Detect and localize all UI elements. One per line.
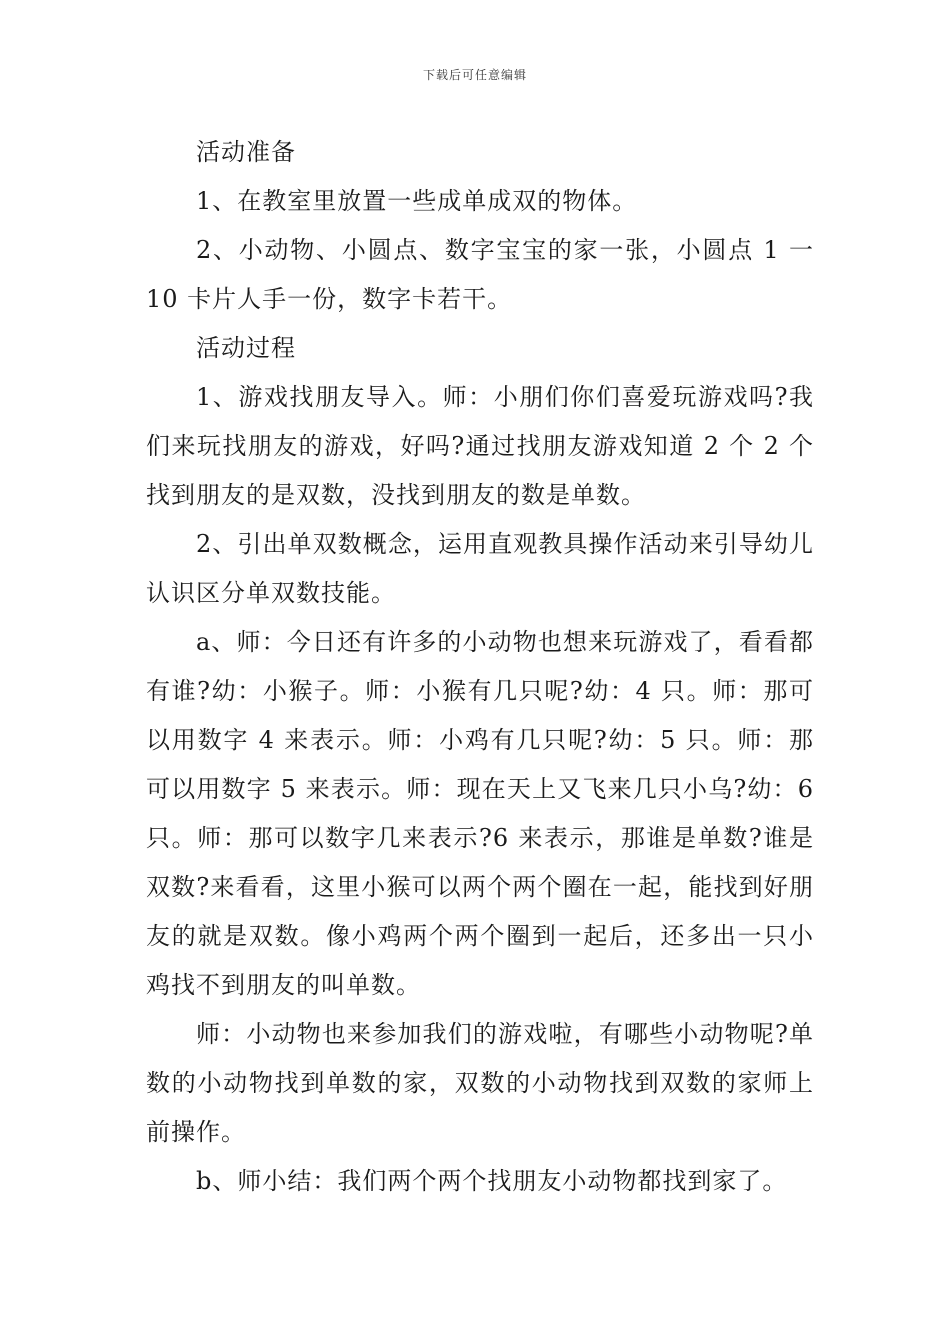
paragraph: 1、游戏找朋友导入。师：小朋们你们喜爱玩游戏吗?我们来玩找朋友的游戏，好吗?通过找朋友游戏知道 2 个 2 个找到朋友的是双数，没找到朋友的数是单数。 [146, 383, 814, 509]
paragraph: b、师小结：我们两个两个找朋友小动物都找到家了。 [196, 1167, 788, 1195]
paragraph: 1、在教室里放置一些成单成双的物体。 [196, 187, 638, 215]
paragraph: 2、小动物、小圆点、数字宝宝的家一张，小圆点 1 一 10 卡片人手一份，数字卡若干。 [146, 236, 814, 313]
section-heading-process: 活动过程 [196, 334, 296, 362]
paragraph: a、师：今日还有许多的小动物也想来玩游戏了，看看都有谁?幼：小猴子。师：小猴有几只呢?幼：4 只。师：那可以用数字 4 来表示。师：小鸡有几只呢?幼：5 只。师：那可以用数字 5 来表示。师：现在天上又飞来几只小乌?幼：6 只。师：那可以数字几来表示?6 来表示，那谁是单数?谁是双数?来看看，这里小猴可以两个两个圈在一起，能找到好朋友的就是双数。像小鸡两个两个圈到一起后，还多出一只小鸡找不到朋友的叫单数。 [146, 628, 814, 999]
document-body [146, 128, 814, 1206]
page-header: 下载后可任意编辑 [422, 68, 527, 82]
paragraph: 2、引出单双数概念，运用直观教具操作活动来引导幼儿认识区分单双数技能。 [146, 530, 814, 607]
paragraph: 师：小动物也来参加我们的游戏啦，有哪些小动物呢?单数的小动物找到单数的家，双数的小动物找到双数的家师上前操作。 [146, 1020, 814, 1146]
section-heading-preparation: 活动准备 [196, 138, 296, 166]
